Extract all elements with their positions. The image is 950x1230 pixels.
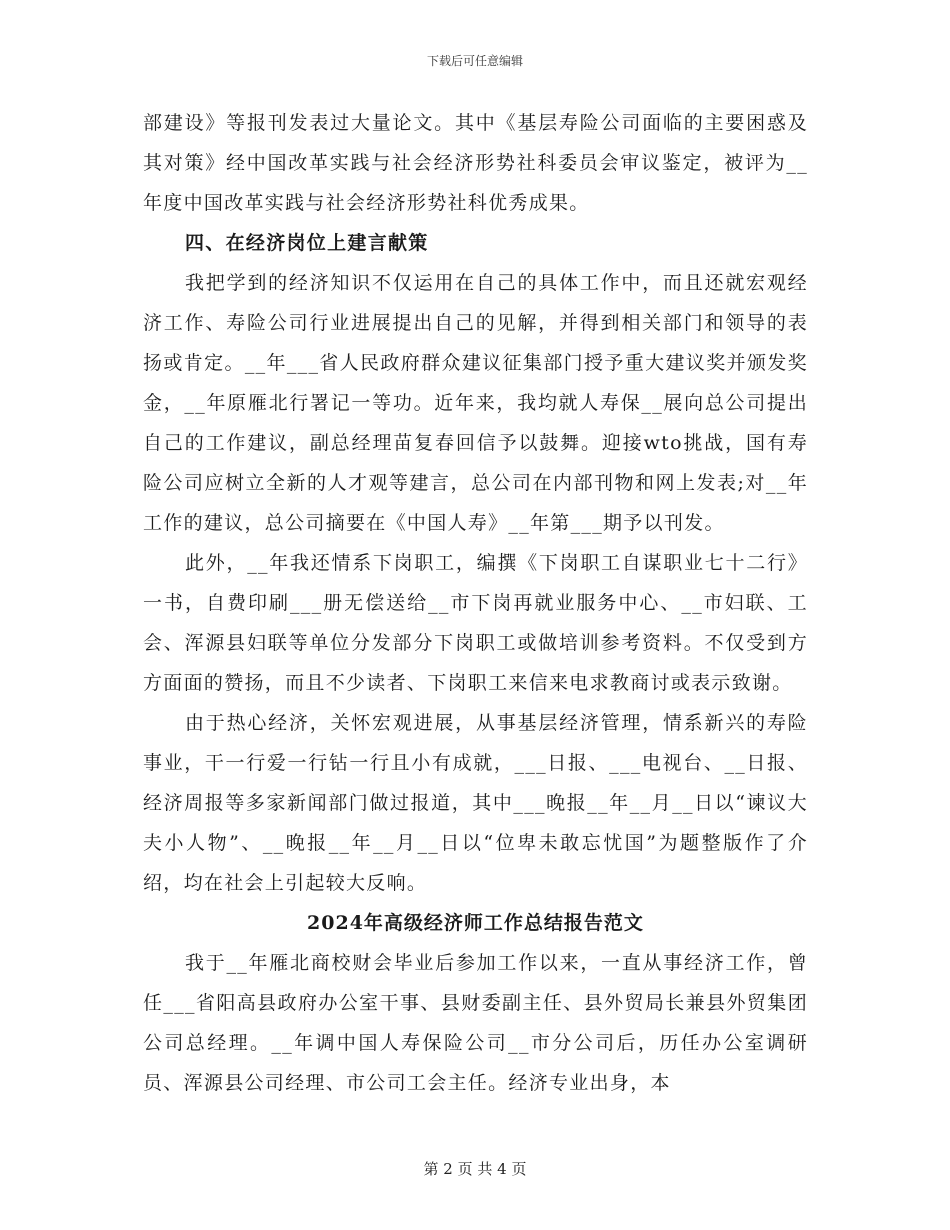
document-body: [143, 103, 808, 1103]
paragraph-laid-off-workers: 此外，__年我还情系下岗职工，编撰《下岗职工自谋职业七十二行》一书，自费印刷___册无偿送给__市下岗再就业服务中心、__市妇联、工会、浑源县妇联等单位分发部分下岗职工或做培训参考资料。不仅受到方方面面的赞扬，而且不少读者、下岗职工来信来电求教商讨或表示致谢。: [143, 552, 808, 694]
paragraph-suggestions: 我把学到的经济知识不仅运用在自己的具体工作中，而且还就宏观经济工作、寿险公司行业进展提出自己的见解，并得到相关部门和领导的表扬或肯定。__年___省人民政府群众建议征集部门授予重大建议奖并颁发奖金，__年原雁北行署记一等功。近年来，我均就人寿保__展向总公司提出自己的工作建议，副总经理苗复春回信予以鼓舞。迎接wto挑战，国有寿险公司应树立全新的人才观等建言，总公司在内部刊物和网上发表;对__年工作的建议，总公司摘要在《中国人寿》__年第___期予以刊发。: [143, 272, 808, 534]
page-header: 下载后可任意编辑: [426, 54, 523, 68]
document-title: 2024年高级经济师工作总结报告范文: [307, 912, 644, 934]
paragraph-media-reports: 由于热心经济，关怀宏观进展，从事基层经济管理，情系新兴的寿险事业，干一行爱一行钻一行且小有成就，___日报、___电视台、__日报、经济周报等多家新闻部门做过报道，其中___晚报__年__月__日以“谏议大夫小人物”、__晚报__年__月__日以“位卑未敢忘忧国”为题整版作了介绍，均在社会上引起较大反响。: [143, 712, 808, 894]
paragraph-continuation: 部建设》等报刊发表过大量论文。其中《基层寿险公司面临的主要困惑及其对策》经中国改革实践与社会经济形势社科委员会审议鉴定，被评为__年度中国改革实践与社会经济形势社科优秀成果。: [143, 112, 808, 214]
paragraph-career: 我于__年雁北商校财会毕业后参加工作以来，一直从事经济工作，曾任___省阳高县政府办公室干事、县财委副主任、县外贸局长兼县外贸集团公司总经理。__年调中国人寿保险公司__市分公司后，历任办公室调研员、浑源县公司经理、市公司工会主任。经济专业出身，本: [143, 952, 808, 1094]
page-number: 第 2 页 共 4 页: [423, 1160, 527, 1178]
section-heading: 四、在经济岗位上建言献策: [185, 232, 429, 254]
